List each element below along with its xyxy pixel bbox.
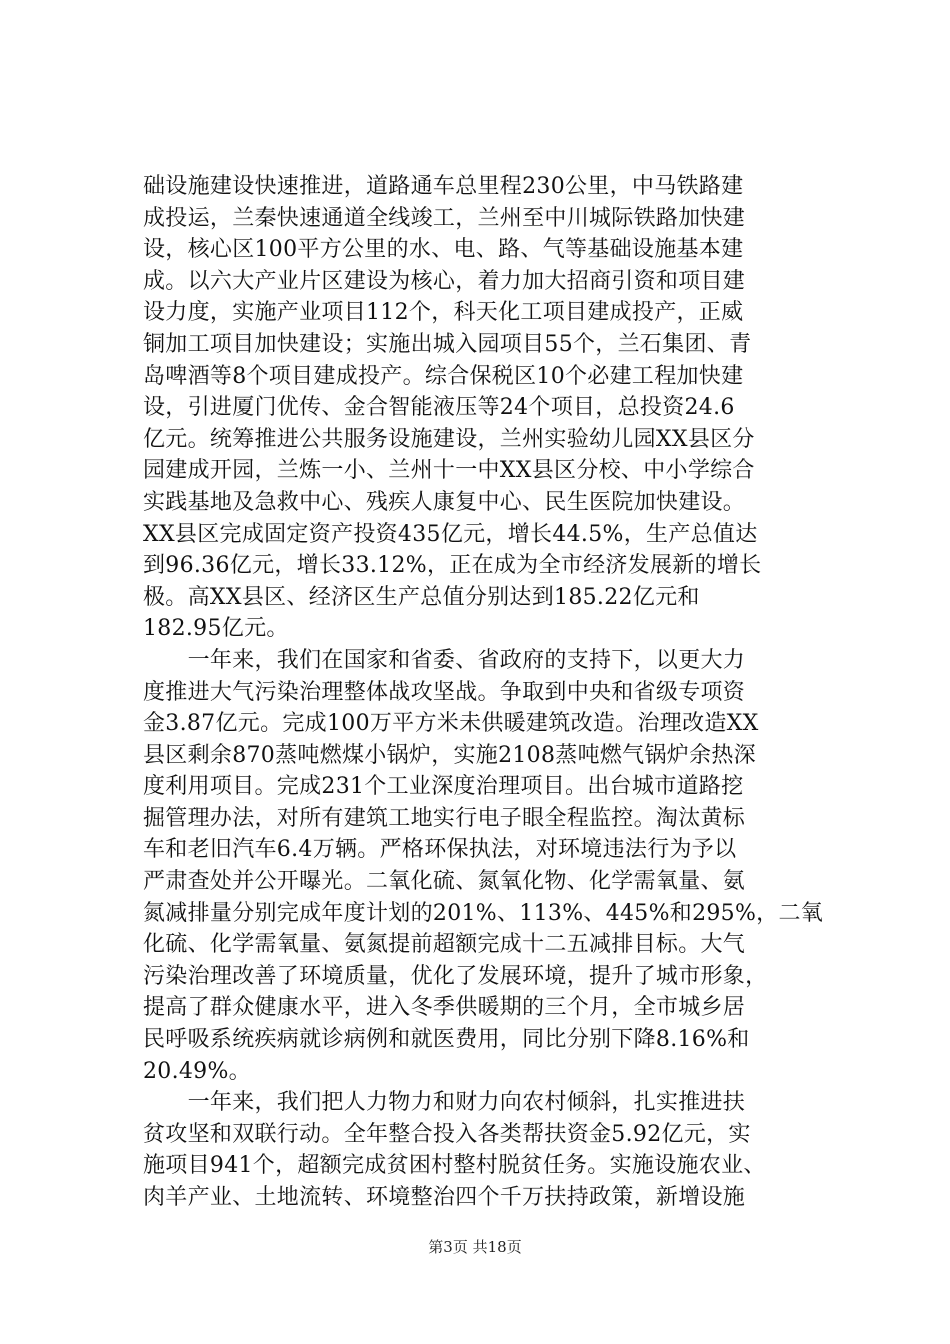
text-line: 亿元。统筹推进公共服务设施建设，兰州实验幼儿园XX县区分 (143, 426, 755, 452)
text-line: 础设施建设快速推进，道路通车总里程230公里，中马铁路建 (143, 174, 744, 199)
text-line: 极。高XX县区、经济区生产总值分别达到185.22亿元和 (143, 584, 700, 610)
text-line: 20.49%。 (143, 1058, 251, 1084)
text-line: 施项目941个，超额完成贫困村整村脱贫任务。实施设施农业、 (143, 1153, 766, 1179)
text-line: 车和老旧汽车6.4万辆。严格环保执法，对环境违法行为予以 (143, 837, 737, 863)
text-line: 到96.36亿元，增长33.12%，正在成为全市经济发展新的增长 (143, 553, 762, 579)
text-line: 提高了群众健康水平，进入冬季供暖期的三个月，全市城乡居 (143, 995, 746, 1021)
text-line: XX县区完成固定资产投资435亿元，增长44.5%，生产总值达 (143, 521, 758, 547)
text-line: 园建成开园，兰炼一小、兰州十一中XX县区分校、中小学综合 (143, 458, 755, 484)
text-line: 度利用项目。完成231个工业深度治理项目。出台城市道路挖 (143, 774, 744, 800)
text-line: 设力度，实施产业项目112个，科天化工项目建成投产，正威 (143, 300, 744, 326)
text-line: 严肃查处并公开曝光。二氧化硫、氮氧化物、化学需氧量、氨 (143, 869, 746, 895)
text-line: 成。以六大产业片区建设为核心，着力加大招商引资和项目建 (143, 268, 746, 294)
text-line: 县区剩余870蒸吨燃煤小锅炉，实施2108蒸吨燃气锅炉余热深 (143, 742, 756, 768)
text-line: 182.95亿元。 (143, 616, 289, 642)
text-line: 氮减排量分别完成年度计划的201%、113%、445%和295%，二氧 (143, 900, 824, 926)
text-line: 铜加工项目加快建设；实施出城入园项目55个，兰石集团、青 (143, 331, 752, 357)
text-line: 金3.87亿元。完成100万平方米未供暖建筑改造。治理改造XX (143, 711, 759, 737)
text-line: 实践基地及急救中心、残疾人康复中心、民生医院加快建设。 (143, 489, 746, 515)
text-line: 化硫、化学需氧量、氨氮提前超额完成十二五减排目标。大气 (143, 932, 746, 958)
body-text (143, 171, 831, 1214)
page-footer (0, 1236, 950, 1257)
text-line: 贫攻坚和双联行动。全年整合投入各类帮扶资金5.92亿元，实 (143, 1121, 751, 1147)
page-number: 第3页 共18页 (428, 1238, 522, 1256)
text-line: 肉羊产业、土地流转、环境整治四个千万扶持政策，新增设施 (143, 1185, 746, 1210)
text-line: 一年来，我们把人力物力和财力向农村倾斜，扎实推进扶 (143, 1090, 746, 1116)
text-line: 度推进大气污染治理整体战攻坚战。争取到中央和省级专项资 (143, 679, 746, 705)
text-line: 设，核心区100平方公里的水、电、路、气等基础设施基本建 (143, 237, 744, 263)
text-line: 一年来，我们在国家和省委、省政府的支持下，以更大力 (143, 647, 746, 673)
text-line: 掘管理办法，对所有建筑工地实行电子眼全程监控。淘汰黄标 (143, 805, 746, 831)
text-line: 设，引进厦门优传、金合智能液压等24个项目，总投资24.6 (143, 395, 735, 421)
text-line: 污染治理改善了环境质量，优化了发展环境，提升了城市形象， (143, 963, 768, 989)
text-line: 岛啤酒等8个项目建成投产。综合保税区10个必建工程加快建 (143, 363, 744, 389)
text-line: 民呼吸系统疾病就诊病例和就医费用，同比分别下降8.16%和 (143, 1027, 750, 1053)
text-line: 成投运，兰秦快速通道全线竣工，兰州至中川城际铁路加快建 (143, 205, 746, 231)
